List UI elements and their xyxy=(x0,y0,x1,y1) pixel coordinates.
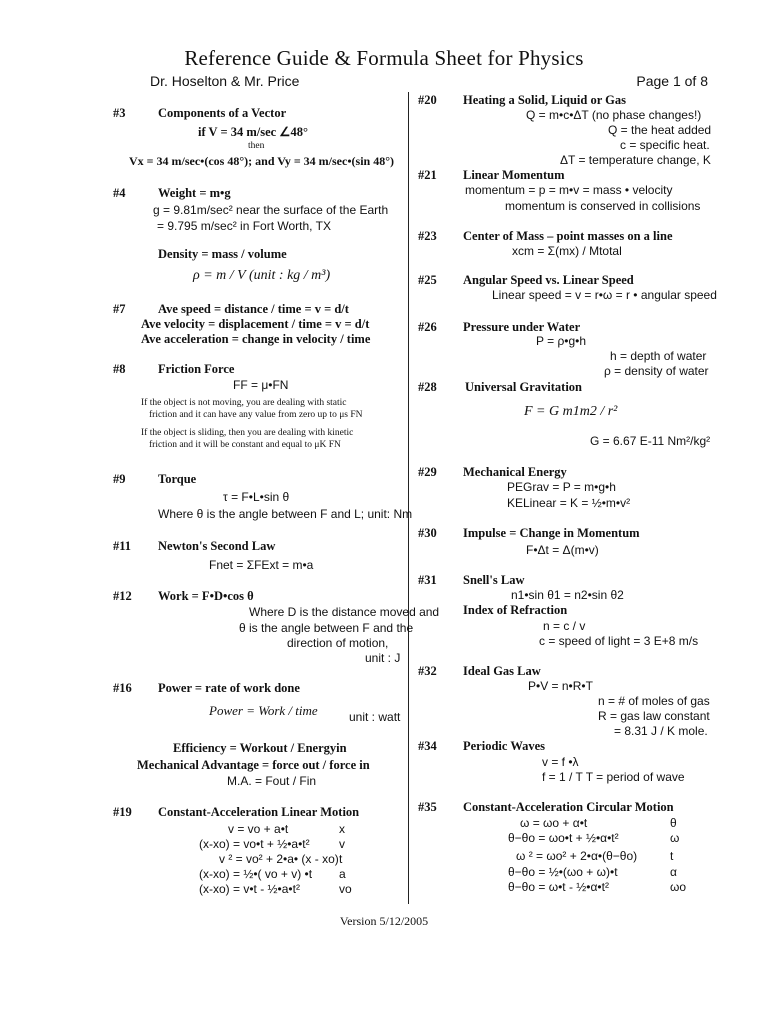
section-number: #23 xyxy=(418,229,437,243)
formula-line: P•V = n•R•T xyxy=(528,679,593,693)
section-number: #9 xyxy=(113,472,126,486)
formula-line: h = depth of water xyxy=(610,349,707,363)
section-periodic-waves xyxy=(418,739,713,787)
formula-line: Linear speed = v = r•ω = r • angular speed xyxy=(492,288,717,302)
formula-line: Fnet = ΣFExt = m•a xyxy=(209,558,314,572)
formula-line: momentum = p = m•v = mass • velocity xyxy=(465,183,673,197)
section-heading: Work = F•D•cos θ xyxy=(158,589,254,603)
section-heading: Constant-Acceleration Circular Motion xyxy=(463,800,674,814)
equation: v ² = vo² + 2•a• (x - xo) xyxy=(219,852,339,866)
formula-line: = 8.31 J / K mole. xyxy=(614,724,708,738)
section-weight xyxy=(113,186,403,296)
section-work xyxy=(113,589,440,669)
formula-line: Efficiency = Workout / Energyin xyxy=(173,741,347,755)
section-heading: Power = rate of work done xyxy=(158,681,300,695)
section-number: #25 xyxy=(418,273,437,287)
section-number: #29 xyxy=(418,465,437,479)
equation: (x-xo) = v•t - ½•a•t² xyxy=(199,882,300,896)
formula-line: ρ = density of water xyxy=(604,364,709,378)
section-heading: Components of a Vector xyxy=(158,106,287,120)
missing-variable: a xyxy=(339,867,346,881)
page-number: Page 1 of 8 xyxy=(636,73,708,89)
formula-line: g = 9.81m/sec² near the surface of the Earth xyxy=(153,203,389,217)
version-footer: Version 5/12/2005 xyxy=(339,914,429,928)
section-heading: Heating a Solid, Liquid or Gas xyxy=(463,93,627,107)
section-number: #20 xyxy=(418,93,437,107)
equation: (x-xo) = vo•t + ½•a•t² xyxy=(199,837,310,851)
authors: Dr. Hoselton & Mr. Price xyxy=(150,73,300,89)
formula-line: Q = m•c•ΔT (no phase changes!) xyxy=(526,108,702,122)
density-formula: ρ = m / V (unit : kg / m³) xyxy=(193,268,331,283)
section-number: #26 xyxy=(418,320,437,334)
section-heading: Mechanical Energy xyxy=(463,465,567,479)
formula-line: f = 1 / T T = period of wave xyxy=(542,770,685,784)
section-number: #35 xyxy=(418,800,437,814)
formula-line: Mechanical Advantage = force out / force in xyxy=(137,758,370,772)
formula-line: F•Δt = Δ(m•v) xyxy=(526,543,599,557)
formula-line: Ave velocity = displacement / time = v = d/t xyxy=(141,317,370,331)
section-impulse xyxy=(418,526,713,560)
formula-line: direction of motion, xyxy=(287,636,389,650)
section-mechanical-energy xyxy=(418,465,713,510)
section-number: #16 xyxy=(113,681,132,695)
section-average-speed xyxy=(113,302,403,350)
section-circular-motion xyxy=(418,800,713,895)
equation: θ−θo = ½•(ωo + ω)•t xyxy=(508,865,618,879)
section-heading: Ave speed = distance / time = v = d/t xyxy=(158,302,349,316)
section-snells-law xyxy=(418,573,713,648)
formula-line: Ave acceleration = change in velocity / time xyxy=(141,332,371,346)
section-number: #32 xyxy=(418,664,437,678)
formula-line: FF = μ•FN xyxy=(233,378,289,392)
section-number: #3 xyxy=(113,106,126,120)
formula-line: xcm = Σ(mx) / Mtotal xyxy=(512,244,622,258)
unit-label: unit : watt xyxy=(349,710,401,724)
note-line: If the object is sliding, then you are dealing with kinetic xyxy=(141,428,354,438)
note-line: If the object is not moving, you are dealing with static xyxy=(141,398,347,408)
equation: ω ² = ωo² + 2•α•(θ−θo) xyxy=(516,849,638,863)
formula-line: PEGrav = P = m•g•h xyxy=(507,480,616,494)
section-heading: Ideal Gas Law xyxy=(463,664,541,678)
formula-line: Q = the heat added xyxy=(608,123,712,137)
formula-line: θ is the angle between F and the xyxy=(239,621,414,635)
formula-line: n1•sin θ1 = n2•sin θ2 xyxy=(511,588,624,602)
section-number: #28 xyxy=(418,380,437,394)
formula-line: c = specific heat. xyxy=(620,138,710,152)
section-ideal-gas-law xyxy=(418,664,713,740)
section-heading: Pressure under Water xyxy=(463,320,581,334)
section-angular-speed xyxy=(418,273,717,305)
section-number: #34 xyxy=(418,739,437,753)
section-number: #30 xyxy=(418,526,437,540)
missing-variable: t xyxy=(339,852,343,866)
section-number: #7 xyxy=(113,302,126,316)
section-heading: Snell's Law xyxy=(463,573,525,587)
formula-line: momentum is conserved in collisions xyxy=(505,199,701,213)
formula-line: then xyxy=(248,141,265,151)
formula-line: n = c / v xyxy=(543,619,586,633)
equation: ω = ωo + α•t xyxy=(520,816,588,830)
formula-line: if V = 34 m/sec ∠48° xyxy=(198,125,309,139)
section-number: #31 xyxy=(418,573,437,587)
missing-variable: ω xyxy=(670,831,680,845)
section-heading: Torque xyxy=(158,472,197,486)
equation: (x-xo) = ½•( vo + v) •t xyxy=(199,867,313,881)
equation: v = vo + a•t xyxy=(228,822,289,836)
section-heading: Impulse = Change in Momentum xyxy=(463,526,640,540)
section-number: #12 xyxy=(113,589,132,603)
formula-line: unit : J xyxy=(365,651,401,665)
section-number: #4 xyxy=(113,186,126,200)
missing-variable: ωo xyxy=(670,880,687,894)
section-torque xyxy=(113,472,413,522)
missing-variable: θ xyxy=(670,816,677,830)
missing-variable: x xyxy=(339,822,345,836)
section-heading: Friction Force xyxy=(158,362,235,376)
missing-variable: t xyxy=(670,849,674,863)
page-title: Reference Guide & Formula Sheet for Physics xyxy=(184,46,584,70)
formula-line: τ = F•L•sin θ xyxy=(223,490,290,504)
formula-line: n = # of moles of gas xyxy=(598,694,710,708)
formula-line: Where D is the distance moved and xyxy=(249,605,440,619)
section-linear-motion xyxy=(113,805,403,900)
power-formula: Power = Work / time xyxy=(209,703,318,718)
note-line: friction and it will be constant and equal to μK FN xyxy=(149,440,341,450)
section-center-of-mass xyxy=(418,229,713,265)
missing-variable: v xyxy=(339,837,345,851)
section-friction-force xyxy=(113,362,403,457)
section-pressure-under-water xyxy=(418,320,713,380)
formula-line: Where θ is the angle between F and L; unit: Nm xyxy=(158,507,413,521)
section-heading: Constant-Acceleration Linear Motion xyxy=(158,805,360,819)
section-heading: Weight = m•g xyxy=(158,186,231,200)
column-divider xyxy=(408,92,409,904)
formula-line: M.A. = Fout / Fin xyxy=(227,774,317,788)
section-components-of-vector xyxy=(113,106,403,176)
note-line: friction and it can have any value from zero up to μs FN xyxy=(149,410,363,420)
equation: θ−θo = ω•t - ½•α•t² xyxy=(508,880,609,894)
section-heading: Angular Speed vs. Linear Speed xyxy=(463,273,634,287)
section-number: #11 xyxy=(113,539,132,553)
formula-line: R = gas law constant xyxy=(598,709,710,723)
gravitation-formula: F = G m1m2 / r² xyxy=(524,404,618,419)
section-number: #21 xyxy=(418,168,437,182)
formula-line: P = ρ•g•h xyxy=(536,334,587,348)
section-number: #8 xyxy=(113,362,126,376)
section-heating xyxy=(418,93,713,168)
section-heading: Linear Momentum xyxy=(463,168,565,182)
formula-line: v = f •λ xyxy=(542,755,579,769)
missing-variable: vo xyxy=(339,882,352,896)
subheading: Index of Refraction xyxy=(463,603,568,617)
section-number: #19 xyxy=(113,805,132,819)
missing-variable: α xyxy=(670,865,677,879)
section-universal-gravitation xyxy=(418,380,713,450)
section-heading: Center of Mass – point masses on a line xyxy=(463,229,673,243)
formula-line: G = 6.67 E-11 Nm²/kg² xyxy=(590,434,711,448)
section-heading: Periodic Waves xyxy=(463,739,546,753)
equation: θ−θo = ωo•t + ½•α•t² xyxy=(508,831,619,845)
formula-line: Vx = 34 m/sec•(cos 48°); and Vy = 34 m/sec•(sin 48°) xyxy=(129,154,394,168)
formula-line: Density = mass / volume xyxy=(158,247,287,261)
formula-line: KELinear = K = ½•m•v² xyxy=(507,496,631,510)
section-newtons-second-law xyxy=(113,539,403,575)
section-power xyxy=(113,681,403,793)
section-linear-momentum xyxy=(418,168,713,216)
formula-line: ΔT = temperature change, K xyxy=(560,153,711,167)
section-heading: Newton's Second Law xyxy=(158,539,276,553)
section-heading: Universal Gravitation xyxy=(465,380,583,394)
formula-line: = 9.795 m/sec² in Fort Worth, TX xyxy=(157,219,331,233)
formula-line: c = speed of light = 3 E+8 m/s xyxy=(539,634,699,648)
